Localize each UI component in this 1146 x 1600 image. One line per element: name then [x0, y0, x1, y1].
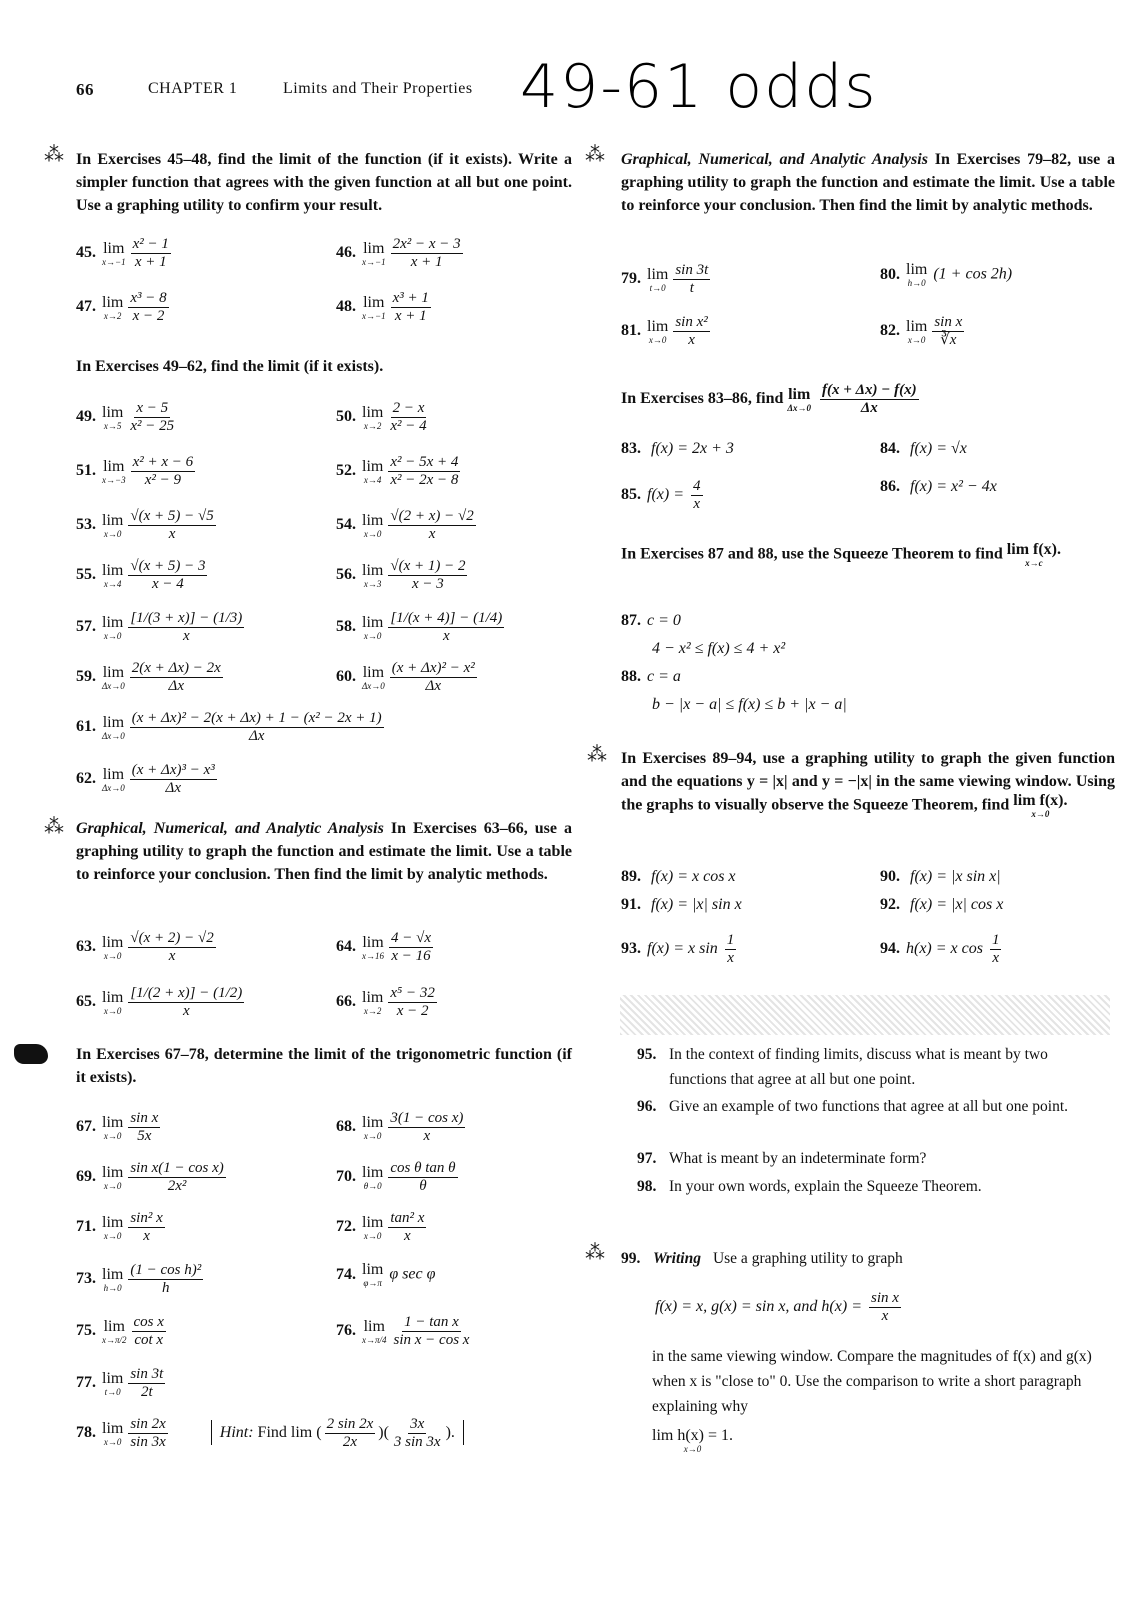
fraction: $\frac{[1/(x + 4)] - (1/4)}{x}$ — [390, 610, 503, 644]
fraction: $\frac{\text{cos x}}{\text{cot x}}$ — [133, 1314, 164, 1348]
exercise-68 — [336, 1110, 468, 1145]
limit-operator: lim x→4 — [362, 457, 384, 485]
graphing-icon: ⁂ — [44, 142, 64, 166]
exercise-number: 58. — [336, 618, 356, 636]
exercise-number: 69. — [76, 1168, 96, 1186]
exercise-number: 90. — [880, 868, 900, 885]
exercise-75 — [76, 1314, 169, 1349]
question-98: 98. In your own words, explain the Squeeze Theorem. — [637, 1178, 982, 1195]
exercise-number: 52. — [336, 462, 356, 480]
fraction: $\frac{1}{x}$ — [991, 932, 1000, 966]
fraction: $\frac{\sin 3t}{2t}$ — [130, 1366, 164, 1400]
fraction: $\frac{x - 5}{\text{x² − 25}}$ — [130, 400, 175, 434]
fraction: $\frac{[1/(3 + x)] - (1/3)}{x}$ — [130, 610, 243, 644]
exercise-88-inequality: b − |x − a| ≤ f(x) ≤ b + |x − a| — [652, 696, 847, 713]
fraction: $\frac{\text{1 − tan x}}{\text{sin x − cos x}}$ — [393, 1314, 470, 1348]
exercise-number: 84. — [880, 440, 900, 457]
instructions-49-62: In Exercises 49–62, find the limit (if it exists). — [76, 358, 384, 375]
instructions-67-78: In Exercises 67–78, determine the limit of the trigonometric function (if it exists). — [76, 1046, 572, 1086]
question-99-body: in the same viewing window. Compare the magnitudes of f(x) and g(x) when x is "close to" 0. Use the comparison to write a short paragraph explaining why — [652, 1348, 1092, 1415]
exercise-46 — [336, 236, 466, 271]
handwritten-note: 49-61 odds — [520, 52, 878, 122]
question-95: 95. In the context of finding limits, discuss what is meant by two functions that agree at all but one point. — [637, 1046, 1048, 1088]
limit-operator: lim θ→0 — [362, 1163, 384, 1191]
instructions-79-82 — [621, 148, 1115, 217]
exercise-number: 79. — [621, 270, 641, 288]
exercise-70 — [336, 1160, 461, 1195]
exercise-57 — [76, 610, 247, 645]
ink-blot — [14, 1044, 48, 1064]
exercise-number: 64. — [336, 938, 356, 956]
question-99: 99. Writing Use a graphing utility to graph — [621, 1250, 903, 1267]
exercise-number: 51. — [76, 462, 96, 480]
instr-text: In Exercises 87 and 88, use the Squeeze Theorem to find — [621, 545, 1003, 563]
fraction: $\frac{\text{x⁵ − 32}}{x - 2}$ — [390, 985, 435, 1019]
exercise-92: 92. f(x) = |x| cos x — [880, 896, 1004, 913]
exercise-73 — [76, 1262, 206, 1297]
exercise-61 — [76, 710, 387, 745]
exercise-67 — [76, 1110, 163, 1145]
exercise-62 — [76, 762, 220, 797]
exercise-56 — [336, 558, 470, 593]
exercise-69 — [76, 1160, 229, 1195]
section-text: In Exercises 79–82, use a graphing utility to graph the function and estimate the limit. Use a table to reinforce your conclusion. Then find the limit by analytic methods. — [621, 151, 1115, 214]
exercise-87-inequality: 4 − x² ≤ f(x) ≤ 4 + x² — [652, 640, 786, 657]
limit-operator: lim x→2 — [362, 403, 384, 431]
limit-operator: lim Δx→0 — [787, 385, 812, 413]
exercise-51 — [76, 454, 198, 489]
exercise-number: 67. — [76, 1118, 96, 1136]
exercise-88: 88. c = a — [621, 668, 681, 685]
exercise-87: 87. c = 0 — [621, 612, 681, 629]
limit-operator: lim x→−1 — [362, 293, 386, 321]
limit-operator: lim x→0 — [362, 1213, 384, 1241]
fraction: $\frac{\text{x² − 5x + 4}}{\text{x² − 2x − 8}}$ — [390, 454, 459, 488]
instr-text: In Exercises 83–86, find — [621, 390, 784, 408]
fraction: $\frac{\text{x² + x − 6}}{\text{x² − 9}}$ — [132, 454, 194, 488]
exercise-number: 72. — [336, 1218, 356, 1236]
exercise-number: 48. — [336, 298, 356, 316]
exercise-number: 55. — [76, 566, 96, 584]
exercise-number: 66. — [336, 993, 356, 1011]
exercise-number: 80. — [880, 265, 900, 283]
exercise-85: 85. f(x) = $\frac{4}{x}$ — [621, 478, 701, 512]
exercise-48 — [336, 290, 434, 325]
fraction: $\frac{\text{(x + Δx)² − 2(x + Δx) + 1 − (x² − 2x + 1)}}{\Delta x}$ — [131, 710, 382, 744]
section-label: Graphical, Numerical, and Analytic Analysis — [76, 820, 384, 837]
limit-operator: lim x→−3 — [102, 457, 126, 485]
fraction: $\frac{\sin 3t}{t}$ — [675, 262, 709, 296]
exercise-80: 80. lim h→0 (1 + cos 2h) — [880, 261, 1013, 288]
exercise-number: 62. — [76, 770, 96, 788]
exercise-number: 49. — [76, 408, 96, 426]
fraction: $\frac{4}{x}$ — [693, 478, 701, 512]
exercise-72 — [336, 1210, 429, 1245]
exercise-77 — [76, 1366, 168, 1401]
exercise-74: 74. lim φ→π φ sec φ — [336, 1261, 436, 1288]
fraction: $\frac{\text{tan² x}}{x}$ — [390, 1210, 425, 1244]
limit-operator: lim x→0 — [362, 1113, 384, 1141]
limit-operator: lim t→0 — [102, 1369, 124, 1397]
limit-operator: lim x→0 — [102, 511, 124, 539]
section-text: In Exercises 63–66, use a graphing utility to graph the function and estimate the limit. Use a table to reinforce your conclusion. Then find the limit by analytic methods. — [76, 820, 572, 883]
question-99-limit: lim h(x) = 1. x→0 — [652, 1427, 734, 1454]
fraction: $\frac{\text{x³ − 8}}{x - 2}$ — [130, 290, 167, 324]
erased-area — [620, 995, 1110, 1035]
exercise-78 — [76, 1416, 464, 1451]
exercise-number: 54. — [336, 516, 356, 534]
exercise-93: 93. f(x) = x sin $\frac{1}{x}$ — [621, 932, 735, 966]
exercise-number: 78. — [76, 1424, 96, 1442]
graphing-icon: ⁂ — [585, 142, 605, 166]
limit-operator: lim h→0 — [102, 1265, 124, 1293]
fraction: $\frac{\text{2x² − x − 3}}{x + 1}$ — [392, 236, 461, 270]
graphing-icon: ⁂ — [44, 814, 64, 838]
limit-operator: lim Δx→0 — [102, 765, 125, 793]
instructions-45-48: In Exercises 45–48, find the limit of the function (if it exists). Write a simpler function that agrees with the given function at all but one point. Use a graphing utility to confirm your result. — [76, 151, 572, 214]
fraction: $\frac{\text{sin x}}{5x}$ — [130, 1110, 159, 1144]
exercise-53 — [76, 508, 219, 543]
limit-operator: lim f(x). x→0 — [1013, 792, 1068, 819]
limit-operator: lim x→−1 — [102, 239, 126, 267]
limit-operator: lim x→0 — [102, 1163, 124, 1191]
graphing-icon: ⁂ — [585, 1240, 605, 1264]
exercise-52 — [336, 454, 463, 489]
exercise-90: 90. f(x) = |x sin x| — [880, 868, 1001, 885]
difference-quotient: $\frac{f(x + \Delta x) - f(x)}{\Delta x}$ — [822, 382, 917, 416]
limit-operator: lim t→0 — [647, 265, 669, 293]
exercise-65 — [76, 985, 247, 1020]
question-97: 97. What is meant by an indeterminate form? — [637, 1150, 927, 1167]
limit-operator: lim x→0 — [102, 933, 124, 961]
fraction: $\frac{\text{x² − 1}}{x + 1}$ — [132, 236, 169, 270]
fraction: $\frac{√(x + 1) - 2}{x - 3}$ — [390, 558, 466, 592]
exercise-number: 59. — [76, 668, 96, 686]
fraction: $\frac{2(x + \Delta x) - 2x}{\Delta x}$ — [131, 660, 221, 694]
limit-operator: lim x→0 — [102, 1113, 124, 1141]
limit-operator: lim x→3 — [362, 561, 384, 589]
exercise-number: 57. — [76, 618, 96, 636]
fraction: $\frac{\text{sin x}}{∛x}$ — [934, 314, 963, 348]
fraction: $\frac{\text{3(1 − cos x)}}{x}$ — [390, 1110, 464, 1144]
limit-operator: lim x→−1 — [362, 239, 386, 267]
exercise-number: 83. — [621, 440, 641, 457]
fraction: $\frac{4 - √x}{x - 16}$ — [391, 930, 432, 964]
exercise-49 — [76, 400, 179, 435]
fraction: $\frac{2 - x}{\text{x² − 4}}$ — [390, 400, 427, 434]
fraction: $\frac{√(x + 5) - √5}{x}$ — [130, 508, 214, 542]
exercise-number: 74. — [336, 1265, 356, 1283]
question-96: 96. Give an example of two functions that agree at all but one point. — [637, 1098, 1069, 1115]
fraction: $\frac{\text{(x + Δx)² − x²}}{\Delta x}$ — [391, 660, 475, 694]
question-99-functions: f(x) = x, g(x) = sin x, and h(x) = $\frac{\text{sin x}}{x}$ — [655, 1290, 899, 1324]
exercise-79 — [621, 262, 713, 297]
fraction: $\frac{1}{x}$ — [726, 932, 735, 966]
limit-operator: lim x→0 — [102, 1213, 124, 1241]
exercise-number: 82. — [880, 322, 900, 340]
exercise-number: 70. — [336, 1168, 356, 1186]
exercise-64 — [336, 930, 436, 965]
limit-operator: lim x→0 — [102, 613, 124, 641]
exercise-82 — [880, 314, 967, 349]
fraction: $\frac{√(x + 5) - 3}{x - 4}$ — [130, 558, 206, 592]
limit-operator: lim x→2 — [102, 293, 124, 321]
limit-operator: lim x→0 — [906, 317, 928, 345]
exercise-number: 56. — [336, 566, 356, 584]
limit-operator: lim Δx→0 — [102, 713, 125, 741]
limit-operator: lim x→π/4 — [362, 1317, 387, 1345]
exercise-number: 81. — [621, 322, 641, 340]
limit-operator: lim x→π/2 — [102, 1317, 127, 1345]
exercise-91: 91. f(x) = |x| sin x — [621, 896, 742, 913]
exercise-number: 76. — [336, 1322, 356, 1340]
instructions-87-88 — [621, 542, 1115, 568]
fraction: $\frac{\text{cos θ tan θ}}{\theta}$ — [390, 1160, 456, 1194]
exercise-number: 89. — [621, 868, 641, 885]
exercise-number: 46. — [336, 244, 356, 262]
exercise-83: 83. f(x) = 2x + 3 — [621, 440, 734, 457]
limit-operator: lim x→4 — [102, 561, 124, 589]
limit-operator: lim x→0 — [362, 613, 384, 641]
exercise-number: 94. — [880, 940, 900, 958]
limit-operator: lim φ→π — [362, 1261, 384, 1288]
section-label: Graphical, Numerical, and Analytic Analysis — [621, 151, 928, 168]
graphing-icon: ⁂ — [587, 742, 607, 766]
exercise-76 — [336, 1314, 474, 1349]
exercise-number: 53. — [76, 516, 96, 534]
limit-operator: lim Δx→0 — [102, 663, 125, 691]
fraction: $\frac{√(2 + x) - √2}{x}$ — [390, 508, 474, 542]
exercise-94: 94. h(x) = x cos $\frac{1}{x}$ — [880, 932, 1000, 966]
fraction: $\frac{\text{sin x(1 − cos x)}}{\text{2x²}}$ — [130, 1160, 224, 1194]
fraction: $\frac{\text{x³ + 1}}{x + 1}$ — [392, 290, 429, 324]
exercise-63 — [76, 930, 219, 965]
exercise-number: 61. — [76, 718, 96, 736]
limit-operator: lim x→0 — [647, 317, 669, 345]
limit-operator: lim f(x). x→c — [1006, 541, 1061, 568]
limit-operator: lim Δx→0 — [362, 663, 385, 691]
exercise-number: 71. — [76, 1218, 96, 1236]
limit-operator: lim x→16 — [362, 933, 384, 961]
exercise-number: 60. — [336, 668, 356, 686]
exercise-number: 91. — [621, 896, 641, 913]
chapter-label: CHAPTER 1 — [148, 80, 238, 97]
exercise-54 — [336, 508, 479, 543]
limit-operator: lim x→0 — [362, 511, 384, 539]
exercise-55 — [76, 558, 210, 593]
exercise-number: 63. — [76, 938, 96, 956]
exercise-89: 89. f(x) = x cos x — [621, 868, 736, 885]
exercise-number: 68. — [336, 1118, 356, 1136]
exercise-number: 47. — [76, 298, 96, 316]
exercise-47 — [76, 290, 172, 325]
exercise-number: 65. — [76, 993, 96, 1011]
exercise-60 — [336, 660, 480, 695]
limit-operator: lim x→0 — [102, 1419, 124, 1447]
exercise-84: 84. f(x) = √x — [880, 440, 967, 457]
exercise-86: 86. f(x) = x² − 4x — [880, 478, 997, 495]
exercise-number: 85. — [621, 486, 641, 504]
exercise-number: 50. — [336, 408, 356, 426]
instructions-89-94 — [621, 747, 1115, 819]
fraction: $\frac{[1/(2 + x)] - (1/2)}{x}$ — [130, 985, 243, 1019]
exercise-number: 73. — [76, 1270, 96, 1288]
limit-operator: lim h→0 — [906, 261, 928, 288]
exercise-number: 93. — [621, 940, 641, 958]
exercise-number: 92. — [880, 896, 900, 913]
exercise-58 — [336, 610, 507, 645]
exercise-number: 86. — [880, 478, 900, 495]
hint-78: Hint: Find lim ( $\frac{2 \sin 2x}{2x}$ )( $\frac{3x}{3 \sin 3x}$ ). — [211, 1420, 464, 1445]
fraction: $\frac{\text{(1 − cos h)²}}{h}$ — [130, 1262, 202, 1296]
exercise-50 — [336, 400, 432, 435]
exercise-number: 75. — [76, 1322, 96, 1340]
limit-operator: lim x→2 — [362, 988, 384, 1016]
page-number: 66 — [76, 80, 94, 99]
fraction: $\frac{√(x + 2) - √2}{x}$ — [130, 930, 214, 964]
limit-operator: lim x→5 — [102, 403, 124, 431]
exercise-66 — [336, 985, 440, 1020]
exercise-59 — [76, 660, 226, 695]
exercise-number: 45. — [76, 244, 96, 262]
exercise-71 — [76, 1210, 168, 1245]
instructions-83-86 — [621, 382, 1115, 417]
exercise-45 — [76, 236, 174, 271]
instr-text: In Exercises 89–94, use a graphing utility to graph the given function and the equations y = |x| and y = −|x| in the same viewing window. Using the graphs to visually observe the Squeeze Theorem, find — [621, 750, 1115, 814]
fraction: $\frac{\text{sin x²}}{x}$ — [675, 314, 708, 348]
exercise-number: 77. — [76, 1374, 96, 1392]
chapter-title: Limits and Their Properties — [283, 80, 473, 97]
fraction: $\frac{\text{(x + Δx)³ − x³}}{\Delta x}$ — [131, 762, 215, 796]
fraction: $\frac{\text{sin² x}}{x}$ — [130, 1210, 163, 1244]
limit-operator: lim x→0 — [102, 988, 124, 1016]
instructions-63-66 — [76, 817, 572, 886]
exercise-81 — [621, 314, 713, 349]
fraction: $\frac{\sin 2x}{\sin 3x}$ — [130, 1416, 166, 1450]
